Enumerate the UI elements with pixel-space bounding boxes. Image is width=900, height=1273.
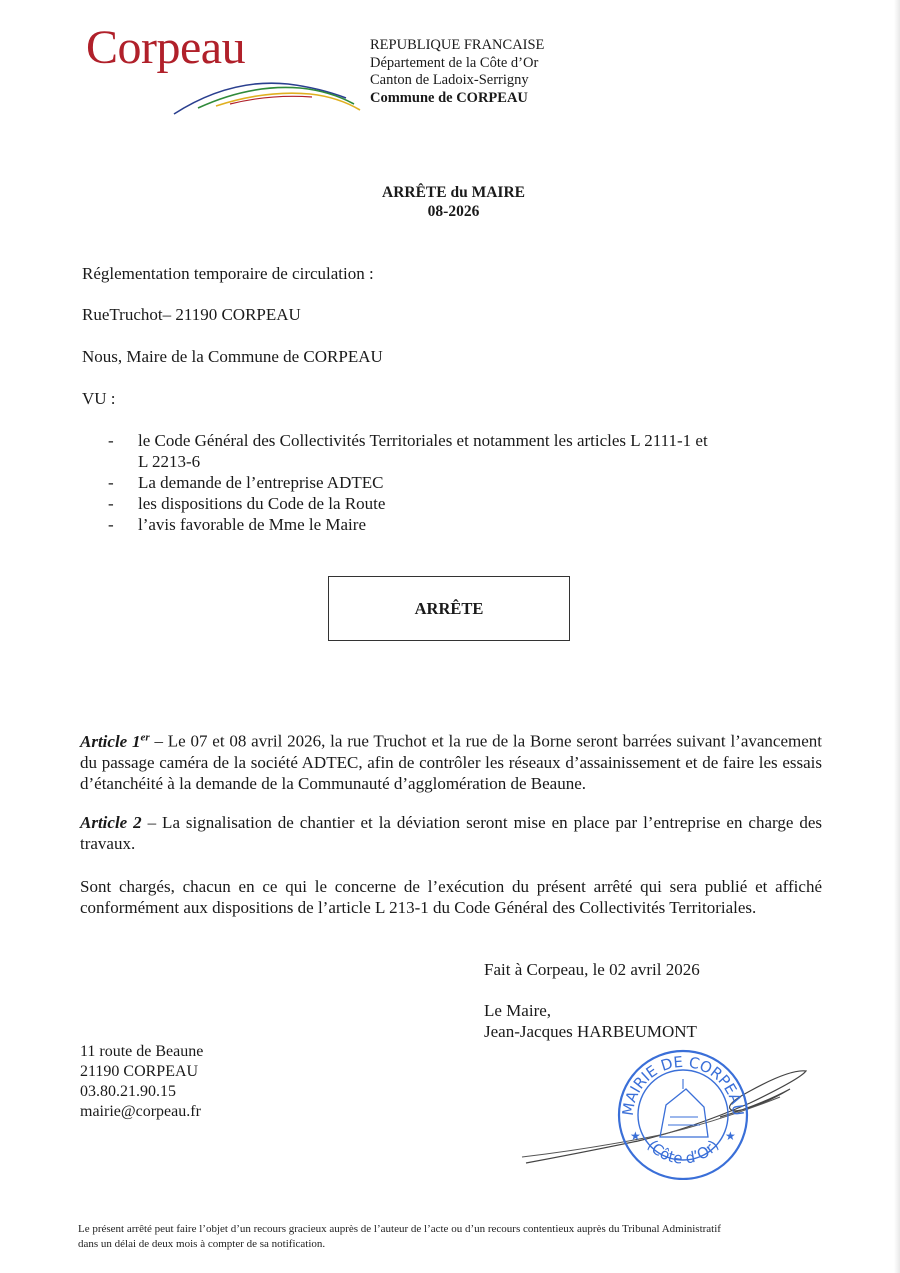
stamp-bottom-text: (Côte d’Or) [643,1136,723,1168]
header-block [370,37,544,107]
dash-bullet: - [108,431,114,450]
execution-paragraph: Sont chargés, chacun en ce qui le concerne de l’exécution du présent arrêté qui sera publié et affiché conformément aux dispositions de l’article L 213-1 du Code Général des Collectivités Territoriales. [80,877,822,917]
arrete-box [328,576,570,641]
dash-bullet: - [108,473,114,492]
signer-name: Jean-Jacques HARBEUMONT [484,1022,697,1041]
vu-list [108,430,708,535]
vu-item-text: le Code Général des Collectivités Territoriales et notamment les articles L 2111-1 et [138,431,708,450]
address-street: 11 route de Beaune [80,1043,204,1060]
vu-item-text: l’avis favorable de Mme le Maire [138,515,366,534]
location-line: RueTruchot– 21190 CORPEAU [82,305,301,324]
svg-text:★: ★ [630,1129,641,1143]
article-2-label: Article 2 [80,813,142,832]
logo-text: Corpeau [86,21,246,74]
list-item [108,514,708,535]
subject-line: Réglementation temporaire de circulation : [82,264,374,283]
vu-label: VU : [82,389,116,408]
article-2-text: – La signalisation de chantier et la déviation seront mise en place par l’entreprise en charge des travaux. [80,813,823,853]
logo-swoosh-icon [170,70,370,120]
document-title [0,183,900,221]
article-1-text: – Le 07 et 08 avril 2026, la rue Truchot et la rue de la Borne seront barrées suivant l’avancement du passage caméra de la société ADTEC, afin de contrôler les réseaux d’assainissement et de faire les essais d’étanchéité à la demande de la Communauté d’agglomération de Beaune. [80,731,822,793]
arrete-box-label: ARRÊTE [414,598,484,618]
title-number: 08-2026 [427,203,480,220]
list-item [108,493,708,514]
svg-text:★: ★ [725,1129,736,1143]
signer-role: Le Maire, [484,1001,552,1020]
corpeau-logo [86,22,286,102]
list-item [108,430,708,451]
place-date: Fait à Corpeau, le 02 avril 2026 [484,960,700,979]
header-republique: REPUBLIQUE FRANCAISE [370,37,545,53]
footer-line2: dans un délai de deux mois à compter de sa notification. [78,1238,326,1250]
address-phone: 03.80.21.90.15 [80,1083,176,1100]
dash-bullet: - [108,494,114,513]
list-item [108,451,708,472]
legal-footer [78,1222,721,1252]
article-2 [80,812,822,854]
header-canton: Canton de Ladoix-Serrigny [370,72,529,88]
footer-line1: Le présent arrêté peut faire l’objet d’un recours gracieux auprès de l’auteur de l’acte ou d’un recours contentieux auprès du Tribunal Administratif [78,1223,721,1235]
vu-item-text: L 2213-6 [138,452,201,471]
address-email: mairie@corpeau.fr [80,1103,201,1120]
title-line1: ARRÊTE du MAIRE [382,184,525,201]
intro-line: Nous, Maire de la Commune de CORPEAU [82,347,383,366]
header-commune: Commune de CORPEAU [370,89,528,106]
vu-item-text: La demande de l’entreprise ADTEC [138,473,384,492]
header-departement: Département de la Côte d’Or [370,54,539,71]
address-city: 21190 CORPEAU [80,1063,199,1080]
list-item [108,472,708,493]
stamp-top-text: MAIRIE DE CORPEAU [618,1052,748,1117]
article-1-label: Article 1er [80,731,150,751]
vu-item-text: les dispositions du Code de la Route [138,494,386,513]
mairie-stamp-and-signature [520,1045,820,1180]
article-1 [80,727,822,794]
mairie-address [80,1042,203,1122]
dash-bullet: - [108,515,114,534]
official-seal-icon [619,1051,747,1179]
